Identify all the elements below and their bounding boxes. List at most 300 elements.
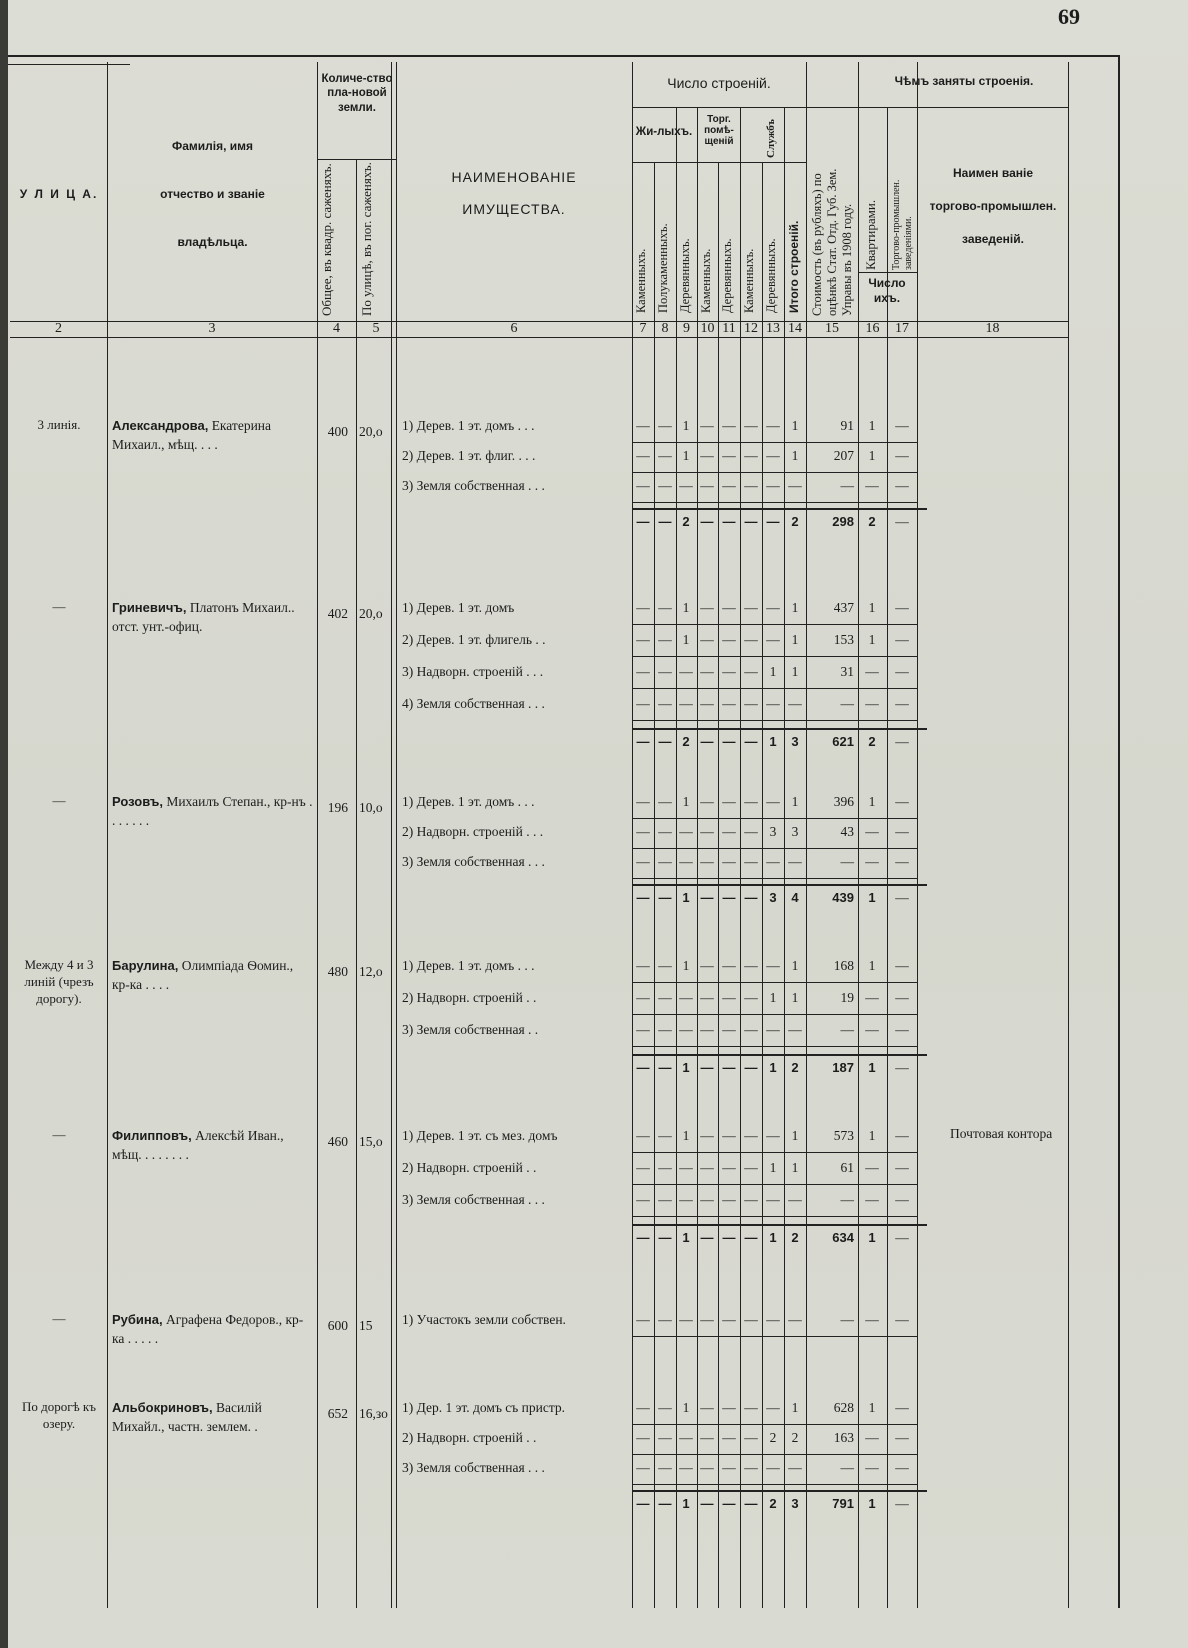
apartments-cell: — bbox=[865, 1022, 879, 1037]
building-count-cell: — bbox=[700, 1192, 714, 1207]
building-count-cell: — bbox=[744, 958, 758, 973]
building-count-cell: — bbox=[722, 448, 736, 463]
building-count-cell: — bbox=[766, 600, 780, 615]
building-count-cell: — bbox=[658, 1022, 672, 1037]
subtotal-value: 187 bbox=[832, 1060, 854, 1075]
building-count-cell: — bbox=[700, 1160, 714, 1175]
column-number: 13 bbox=[766, 321, 780, 336]
binding-edge bbox=[0, 0, 8, 1648]
building-count-cell: 3 bbox=[769, 824, 777, 839]
subtotal-cell: 1 bbox=[769, 1060, 777, 1075]
owner-name: Филипповъ, Алексѣй Иван., мѣщ. . . . . . . . bbox=[112, 1128, 284, 1162]
property-item: 2) Дерев. 1 эт. флиг. . . . bbox=[402, 448, 536, 463]
subtotal-cell: 2 bbox=[769, 1496, 777, 1511]
building-count-cell: — bbox=[658, 1430, 672, 1445]
header-count: Число ихъ. bbox=[868, 276, 906, 305]
building-count-cell: 1 bbox=[791, 448, 799, 463]
building-count-cell: — bbox=[658, 794, 672, 809]
building-count-cell: — bbox=[744, 1160, 758, 1175]
value-cell: 19 bbox=[840, 990, 854, 1005]
building-count-cell: — bbox=[766, 1128, 780, 1143]
subtotal-apartments: 2 bbox=[868, 734, 876, 749]
header-wooden: Деревянныхъ. bbox=[678, 238, 692, 313]
trade-est-cell: — bbox=[895, 958, 909, 973]
column-line bbox=[391, 62, 392, 1608]
building-count-cell: — bbox=[788, 854, 802, 869]
apartments-cell: — bbox=[865, 1160, 879, 1175]
building-count-cell: 1 bbox=[791, 418, 799, 433]
building-count-cell: — bbox=[766, 418, 780, 433]
building-count-cell: — bbox=[722, 824, 736, 839]
building-count-cell: — bbox=[636, 1312, 650, 1327]
building-count-cell: — bbox=[700, 696, 714, 711]
apartments-cell: 1 bbox=[868, 448, 876, 463]
value-cell: 207 bbox=[833, 448, 854, 463]
building-count-cell: — bbox=[700, 664, 714, 679]
building-count-cell: — bbox=[679, 1312, 693, 1327]
building-count-cell: — bbox=[744, 478, 758, 493]
street-name: — bbox=[52, 599, 66, 614]
property-item: 3) Надворн. строеній . . . bbox=[402, 664, 544, 679]
building-count-cell: — bbox=[636, 600, 650, 615]
subtotal-cell: — bbox=[744, 514, 758, 529]
column-number: 5 bbox=[372, 321, 380, 336]
building-count-cell: — bbox=[679, 1430, 693, 1445]
value-cell: 396 bbox=[833, 794, 854, 809]
building-count-cell: — bbox=[744, 1400, 758, 1415]
subtotal-cell: 2 bbox=[682, 734, 690, 749]
item-underline bbox=[632, 1014, 917, 1015]
building-count-cell: 1 bbox=[791, 794, 799, 809]
column-number: 17 bbox=[895, 321, 909, 336]
subtotal-cell: 2 bbox=[682, 514, 690, 529]
building-count-cell: 2 bbox=[791, 1430, 799, 1445]
building-count-cell: — bbox=[636, 794, 650, 809]
building-count-cell: — bbox=[636, 1160, 650, 1175]
building-count-cell: — bbox=[700, 1430, 714, 1445]
subtotal-cell: — bbox=[700, 890, 714, 905]
building-count-cell: — bbox=[679, 990, 693, 1005]
subtotal-cell: — bbox=[744, 890, 758, 905]
building-count-cell: 1 bbox=[769, 664, 777, 679]
property-item: 2) Надворн. строеній . . bbox=[402, 1430, 537, 1445]
building-count-cell: — bbox=[744, 632, 758, 647]
property-item: 2) Надворн. строеній . . bbox=[402, 1160, 537, 1175]
building-count-cell: — bbox=[700, 794, 714, 809]
building-count-cell: — bbox=[679, 696, 693, 711]
column-number: 7 bbox=[639, 321, 647, 336]
building-count-cell: — bbox=[766, 478, 780, 493]
owner-name: Александрова, Екатерина Михаил., мѣщ. . . . bbox=[112, 418, 272, 452]
building-count-cell: 1 bbox=[682, 600, 690, 615]
header-semi-stone: Полукаменныхъ. bbox=[656, 223, 670, 313]
value-cell: — bbox=[840, 478, 854, 493]
column-number: 11 bbox=[722, 321, 736, 336]
subtotal-trade-est: — bbox=[895, 734, 909, 749]
header-buildings: Число строеній. bbox=[667, 75, 771, 91]
trade-est-cell: — bbox=[895, 1430, 909, 1445]
subtotal-cell: — bbox=[636, 734, 650, 749]
subtotal-cell: — bbox=[636, 1496, 650, 1511]
trade-est-cell: — bbox=[895, 854, 909, 869]
building-count-cell: — bbox=[700, 478, 714, 493]
building-count-cell: — bbox=[722, 478, 736, 493]
subtotal-trade-est: — bbox=[895, 890, 909, 905]
value-cell: — bbox=[840, 1460, 854, 1475]
value-cell: 168 bbox=[833, 958, 854, 973]
header-apartments: Квартирами. bbox=[863, 199, 878, 270]
building-count-cell: — bbox=[722, 794, 736, 809]
building-count-cell: — bbox=[766, 448, 780, 463]
building-count-cell: — bbox=[766, 696, 780, 711]
building-count-cell: — bbox=[722, 854, 736, 869]
property-item: 1) Дерев. 1 эт. домъ . . . bbox=[402, 958, 535, 973]
building-count-cell: — bbox=[744, 600, 758, 615]
subtotal-cell: — bbox=[658, 1496, 672, 1511]
owner-name: Барулина, Олимпіада Ѳомин., кр-ка . . . . bbox=[112, 958, 294, 992]
building-count-cell: — bbox=[744, 824, 758, 839]
building-count-cell: 1 bbox=[791, 1400, 799, 1415]
column-number: 14 bbox=[788, 321, 802, 336]
trade-est-cell: — bbox=[895, 1128, 909, 1143]
apartments-cell: — bbox=[865, 664, 879, 679]
column-line bbox=[806, 62, 807, 1608]
property-item: 3) Земля собственная . . . bbox=[402, 854, 545, 869]
subtotal-cell: — bbox=[658, 1060, 672, 1075]
building-count-cell: 1 bbox=[682, 1128, 690, 1143]
apartments-cell: — bbox=[865, 478, 879, 493]
building-count-cell: — bbox=[658, 824, 672, 839]
apartments-cell: — bbox=[865, 696, 879, 711]
column-line bbox=[1068, 62, 1069, 1608]
building-count-cell: — bbox=[658, 854, 672, 869]
building-count-cell: — bbox=[722, 1192, 736, 1207]
value-cell: 43 bbox=[840, 824, 854, 839]
value-cell: 153 bbox=[833, 632, 854, 647]
building-count-cell: — bbox=[766, 1022, 780, 1037]
trade-est-cell: — bbox=[895, 1160, 909, 1175]
item-underline bbox=[632, 1216, 917, 1217]
building-count-cell: — bbox=[744, 664, 758, 679]
value-cell: — bbox=[840, 1192, 854, 1207]
building-count-cell: — bbox=[679, 854, 693, 869]
subtotal-cell: — bbox=[722, 1496, 736, 1511]
subtotal-cell: — bbox=[744, 1230, 758, 1245]
building-count-cell: 1 bbox=[791, 632, 799, 647]
building-count-cell: — bbox=[700, 600, 714, 615]
header-trade: Торг. помѣ-щеній bbox=[704, 114, 734, 147]
header-wooden: Деревянныхъ. bbox=[720, 238, 734, 313]
apartments-cell: — bbox=[865, 824, 879, 839]
item-underline bbox=[632, 720, 917, 721]
column-line bbox=[356, 159, 357, 1608]
building-count-cell: — bbox=[679, 664, 693, 679]
subtotal-trade-est: — bbox=[895, 1496, 909, 1511]
header-property: НАИМЕНОВАНІЕ bbox=[451, 169, 577, 185]
header-land-qty: Количе-ство пла-новой земли. bbox=[321, 73, 393, 114]
item-underline bbox=[632, 502, 917, 503]
item-underline bbox=[632, 472, 917, 473]
subtotal-cell: — bbox=[700, 1060, 714, 1075]
subtotal-cell: 1 bbox=[682, 1496, 690, 1511]
building-count-cell: — bbox=[722, 1312, 736, 1327]
value-cell: 628 bbox=[833, 1400, 854, 1415]
value-cell: 31 bbox=[840, 664, 854, 679]
header-stone: Каменныхъ. bbox=[742, 248, 756, 313]
top-rule-left bbox=[8, 64, 130, 65]
land-street: 10,о bbox=[359, 800, 383, 815]
building-count-cell: 1 bbox=[791, 600, 799, 615]
apartments-cell: — bbox=[865, 1192, 879, 1207]
subtotal-apartments: 1 bbox=[868, 1230, 876, 1245]
land-street: 12,о bbox=[359, 964, 383, 979]
column-number: 9 bbox=[683, 321, 690, 336]
property-item: 1) Дерев. 1 эт. съ мез. домъ bbox=[402, 1128, 558, 1143]
building-count-cell: — bbox=[744, 1312, 758, 1327]
building-count-cell: — bbox=[788, 478, 802, 493]
building-count-cell: — bbox=[658, 1128, 672, 1143]
land-total: 480 bbox=[327, 964, 348, 979]
building-count-cell: 1 bbox=[791, 1128, 799, 1143]
header-wooden: Деревянныхъ. bbox=[764, 238, 778, 313]
building-count-cell: — bbox=[636, 1022, 650, 1037]
building-count-cell: 1 bbox=[791, 958, 799, 973]
owner-name: Альбокриновъ, Василій Михайл., частн. землем. . bbox=[112, 1400, 262, 1434]
building-count-cell: 1 bbox=[791, 990, 799, 1005]
subtotal-cell: 1 bbox=[769, 734, 777, 749]
building-count-cell: — bbox=[700, 632, 714, 647]
building-count-cell: — bbox=[722, 990, 736, 1005]
subtotal-apartments: 2 bbox=[868, 514, 876, 529]
building-count-cell: — bbox=[658, 1160, 672, 1175]
building-count-cell: 1 bbox=[682, 958, 690, 973]
column-number: 2 bbox=[55, 321, 62, 336]
subtotal-cell: 2 bbox=[791, 1230, 799, 1245]
building-count-cell: 1 bbox=[682, 632, 690, 647]
owner-name: Рубина, Аграфена Федоров., кр-ка . . . . . bbox=[112, 1312, 304, 1346]
item-underline bbox=[632, 1336, 917, 1337]
header-land-street: По улицѣ, въ пог. саженяхъ. bbox=[359, 162, 374, 316]
property-item: 1) Дер. 1 эт. домъ съ пристр. bbox=[402, 1400, 566, 1415]
building-count-cell: — bbox=[700, 824, 714, 839]
header-value: Управы въ 1908 году. bbox=[840, 203, 854, 316]
column-line bbox=[107, 62, 108, 1608]
building-count-cell: — bbox=[679, 478, 693, 493]
building-count-cell: — bbox=[722, 958, 736, 973]
subtotal-cell: 1 bbox=[682, 890, 690, 905]
header-value: Стоимость (въ рубляхъ) по bbox=[810, 173, 824, 316]
item-underline bbox=[632, 982, 917, 983]
building-count-cell: — bbox=[744, 418, 758, 433]
subtotal-cell: — bbox=[700, 1230, 714, 1245]
value-cell: 437 bbox=[833, 600, 854, 615]
building-count-cell: — bbox=[722, 1430, 736, 1445]
subtotal-rule bbox=[632, 728, 927, 730]
building-count-cell: — bbox=[679, 1192, 693, 1207]
column-line bbox=[396, 62, 397, 1608]
header-establishment-name: Наимен ваніе bbox=[953, 166, 1033, 180]
building-count-cell: — bbox=[766, 632, 780, 647]
street-name: — bbox=[52, 1127, 66, 1142]
subtotal-cell: — bbox=[636, 514, 650, 529]
building-count-cell: — bbox=[722, 600, 736, 615]
value-cell: — bbox=[840, 1022, 854, 1037]
column-line bbox=[317, 62, 318, 1608]
header-trade-est: Торгово-промышлен. bbox=[891, 179, 902, 270]
building-count-cell: — bbox=[744, 1430, 758, 1445]
trade-est-cell: — bbox=[895, 478, 909, 493]
building-count-cell: — bbox=[636, 664, 650, 679]
property-item: 3) Земля собственная . . . bbox=[402, 478, 545, 493]
street-name: — bbox=[52, 1311, 66, 1326]
colnum-rule-bottom bbox=[10, 337, 1068, 338]
subtotal-rule bbox=[632, 508, 927, 510]
value-cell: — bbox=[840, 1312, 854, 1327]
building-count-cell: — bbox=[744, 696, 758, 711]
header-total-buildings: Итого строеній. bbox=[787, 220, 801, 313]
subtotal-rule bbox=[632, 1490, 927, 1492]
land-street: 15 bbox=[359, 1318, 373, 1333]
property-item: 3) Земля собственная . . . bbox=[402, 1460, 545, 1475]
building-count-cell: — bbox=[658, 990, 672, 1005]
building-count-cell: — bbox=[636, 824, 650, 839]
building-count-cell: 1 bbox=[682, 418, 690, 433]
building-count-cell: — bbox=[744, 794, 758, 809]
building-count-cell: — bbox=[722, 418, 736, 433]
item-underline bbox=[632, 442, 917, 443]
building-count-cell: 1 bbox=[682, 1400, 690, 1415]
street-name: 3 линія. bbox=[37, 417, 81, 432]
subtotal-rule bbox=[632, 1224, 927, 1226]
subtotal-value: 621 bbox=[832, 734, 854, 749]
building-count-cell: — bbox=[744, 990, 758, 1005]
building-count-cell: — bbox=[744, 1192, 758, 1207]
trade-est-cell: — bbox=[895, 1022, 909, 1037]
apartments-cell: 1 bbox=[868, 418, 876, 433]
building-count-cell: — bbox=[766, 1192, 780, 1207]
column-number: 12 bbox=[744, 321, 758, 336]
building-count-cell: — bbox=[658, 664, 672, 679]
building-count-cell: 1 bbox=[769, 990, 777, 1005]
header-owner: владѣльца. bbox=[177, 235, 248, 249]
property-item: 2) Дерев. 1 эт. флигель . . bbox=[402, 632, 546, 647]
apartments-cell: 1 bbox=[868, 1400, 876, 1415]
building-count-cell: — bbox=[636, 958, 650, 973]
building-count-cell: 2 bbox=[769, 1430, 777, 1445]
subtotal-cell: — bbox=[658, 514, 672, 529]
column-number: 10 bbox=[700, 321, 715, 336]
building-count-cell: — bbox=[700, 448, 714, 463]
subtotal-cell: — bbox=[744, 1496, 758, 1511]
item-underline bbox=[632, 848, 917, 849]
header-owner: отчество и званіе bbox=[160, 187, 265, 201]
building-count-cell: — bbox=[636, 1460, 650, 1475]
building-count-cell: — bbox=[722, 664, 736, 679]
building-count-cell: — bbox=[658, 1192, 672, 1207]
subtotal-cell: — bbox=[700, 514, 714, 529]
trade-est-cell: — bbox=[895, 448, 909, 463]
building-count-cell: — bbox=[700, 854, 714, 869]
building-count-cell: — bbox=[636, 1192, 650, 1207]
trade-est-cell: — bbox=[895, 794, 909, 809]
property-item: 1) Дерев. 1 эт. домъ . . . bbox=[402, 794, 535, 809]
column-number: 8 bbox=[661, 321, 669, 336]
column-line bbox=[917, 62, 918, 1608]
trade-est-cell: — bbox=[895, 632, 909, 647]
subtotal-cell: — bbox=[658, 1230, 672, 1245]
apartments-cell: — bbox=[865, 1460, 879, 1475]
building-count-cell: — bbox=[788, 1022, 802, 1037]
property-item: 2) Надворн. строеній . . bbox=[402, 990, 537, 1005]
building-count-cell: — bbox=[766, 854, 780, 869]
property-item: 1) Участокъ земли собствен. bbox=[402, 1312, 566, 1327]
land-total: 460 bbox=[327, 1134, 348, 1149]
item-underline bbox=[632, 1184, 917, 1185]
owner-name: Розовъ, Михаилъ Степан., кр-нъ . . . . . . . bbox=[112, 794, 313, 828]
header-stone: Каменныхъ. bbox=[634, 248, 648, 313]
building-count-cell: 1 bbox=[791, 1160, 799, 1175]
column-number: 16 bbox=[865, 321, 880, 336]
item-underline bbox=[632, 688, 917, 689]
apartments-cell: 1 bbox=[868, 632, 876, 647]
column-number: 4 bbox=[333, 321, 340, 336]
building-count-cell: — bbox=[700, 1460, 714, 1475]
building-count-cell: — bbox=[722, 1460, 736, 1475]
subtotal-cell: — bbox=[700, 1496, 714, 1511]
subtotal-cell: 1 bbox=[769, 1230, 777, 1245]
apartments-cell: — bbox=[865, 1430, 879, 1445]
header-establishment-name: торгово-промышлен. bbox=[929, 199, 1057, 213]
land-street: 15,о bbox=[359, 1134, 383, 1149]
value-cell: 61 bbox=[840, 1160, 854, 1175]
subtotal-value: 298 bbox=[832, 514, 854, 529]
property-item: 3) Земля собственная . . . bbox=[402, 1192, 545, 1207]
apartments-cell: — bbox=[865, 854, 879, 869]
land-total: 652 bbox=[327, 1406, 348, 1421]
subtotal-cell: — bbox=[722, 734, 736, 749]
trade-est-cell: — bbox=[895, 824, 909, 839]
building-count-cell: — bbox=[658, 600, 672, 615]
subtotal-cell: — bbox=[722, 1060, 736, 1075]
subtotal-value: 791 bbox=[832, 1496, 854, 1511]
subtotal-cell: 2 bbox=[791, 514, 799, 529]
building-count-cell: — bbox=[700, 1400, 714, 1415]
property-item: 3) Земля собственная . . bbox=[402, 1022, 539, 1037]
apartments-cell: 1 bbox=[868, 600, 876, 615]
building-count-cell: — bbox=[700, 1312, 714, 1327]
page-number: 69 bbox=[1058, 4, 1080, 29]
building-count-cell: — bbox=[788, 1312, 802, 1327]
building-count-cell: — bbox=[636, 696, 650, 711]
item-underline bbox=[632, 818, 917, 819]
building-count-cell: — bbox=[658, 632, 672, 647]
item-underline bbox=[632, 1454, 917, 1455]
header-value: оцѣнкѣ Стат. Отд. Губ. Зем. bbox=[825, 168, 839, 316]
property-item: 1) Дерев. 1 эт. домъ bbox=[402, 600, 515, 615]
subtotal-rule bbox=[632, 884, 927, 886]
apartments-cell: — bbox=[865, 1312, 879, 1327]
trade-est-cell: — bbox=[895, 1400, 909, 1415]
header-land-total: Общее, въ квадр. саженяхъ. bbox=[319, 163, 334, 316]
building-count-cell: — bbox=[679, 824, 693, 839]
owner-name: Гриневичъ, Платонъ Михаил.. отст. унт.-офиц. bbox=[112, 600, 295, 634]
value-cell: — bbox=[840, 696, 854, 711]
column-number: 6 bbox=[510, 321, 518, 336]
subtotal-cell: — bbox=[744, 734, 758, 749]
building-count-cell: — bbox=[722, 1160, 736, 1175]
street-name: — bbox=[52, 793, 66, 808]
header-property: ИМУЩЕСТВА. bbox=[462, 201, 566, 217]
